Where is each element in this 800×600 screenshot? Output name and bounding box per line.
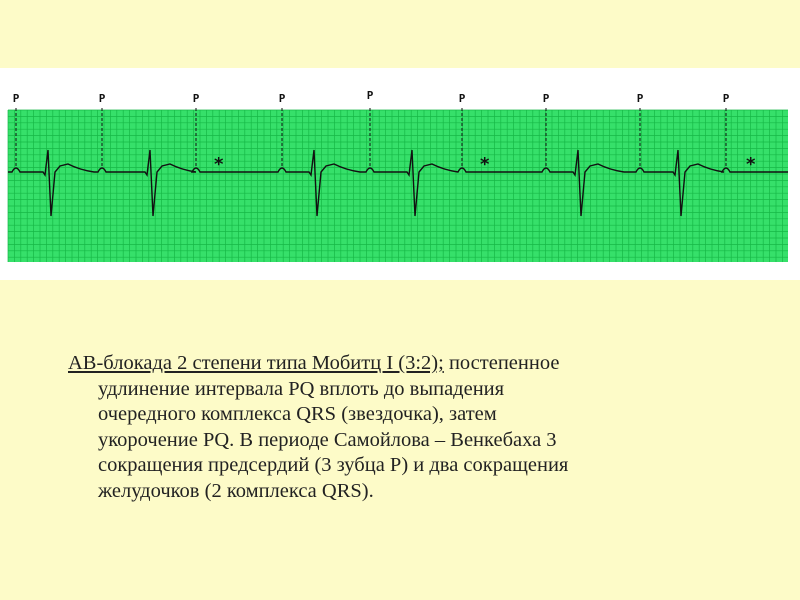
p-wave-label: P: [12, 92, 20, 105]
p-wave-label: P: [542, 92, 550, 105]
p-wave-label: P: [98, 92, 106, 105]
p-wave-label: P: [458, 92, 466, 105]
p-wave-label: P: [278, 92, 286, 105]
dropped-qrs-star: *: [480, 154, 490, 175]
caption-line-6: желудочков (2 комплекса QRS).: [98, 479, 374, 502]
caption-line-3: очередного комплекса QRS (звездочка), затем: [98, 403, 497, 425]
p-wave-label: P: [366, 89, 374, 102]
caption-title: АВ-блокада 2 степени типа Мобитц I (3:2);: [68, 352, 444, 374]
caption-line-5: сокращения предсердий (3 зубца Р) и два сокращения: [98, 454, 569, 476]
caption-line-1: [68, 351, 728, 377]
ecg-panel: [0, 68, 800, 280]
caption-line-2: удлинение интервала PQ вплоть до выпадения: [98, 377, 505, 400]
p-wave-label: P: [722, 92, 730, 105]
dropped-qrs-star: *: [746, 154, 756, 175]
ecg-strip: [0, 68, 800, 280]
p-wave-label: P: [192, 92, 200, 105]
caption-line-4: укорочение PQ. В периоде Самойлова – Венкебаха 3: [98, 428, 557, 451]
p-wave-label: P: [636, 92, 644, 105]
caption: [68, 351, 728, 504]
caption-line-1-rest: постепенное: [443, 352, 560, 374]
ecg-grid-background: [8, 110, 788, 262]
dropped-qrs-star: *: [214, 154, 224, 175]
